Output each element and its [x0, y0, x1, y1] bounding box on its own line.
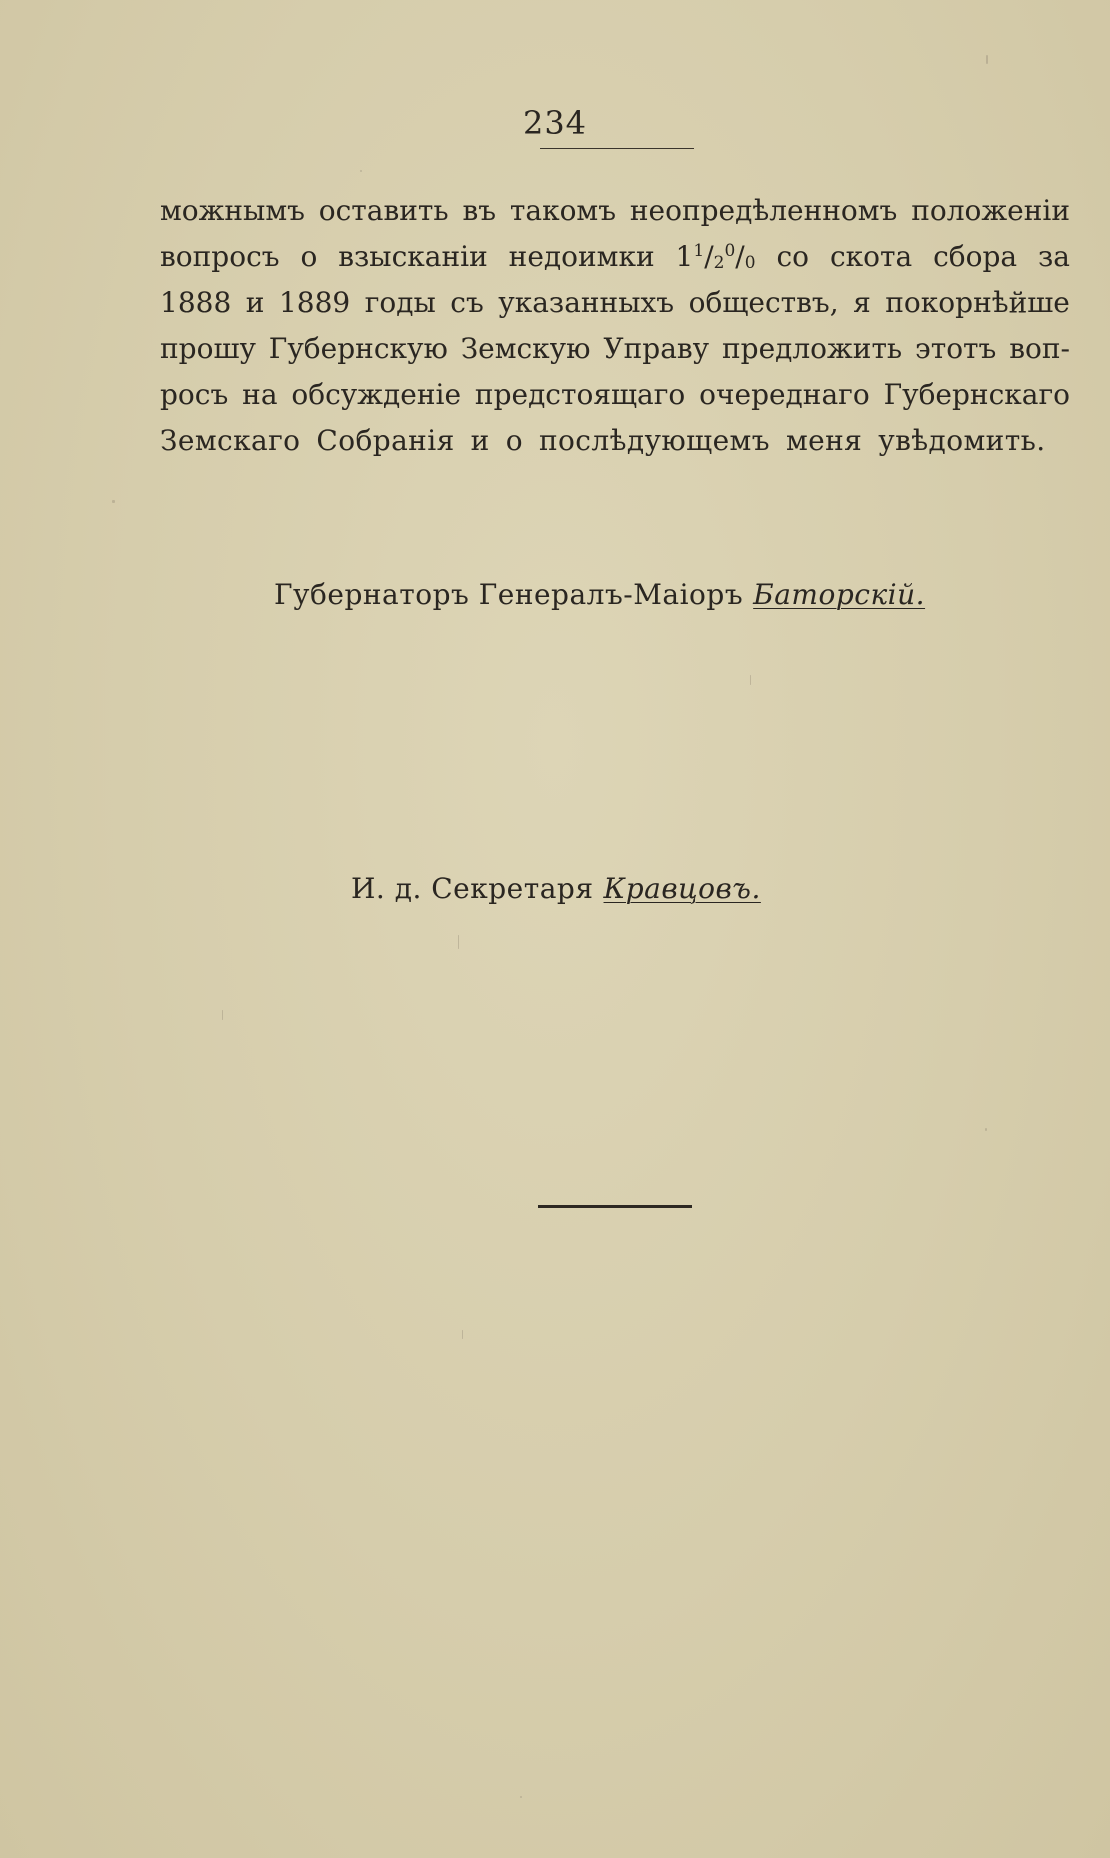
word: можнымъ	[160, 194, 305, 227]
paper-speck	[985, 1128, 987, 1131]
word: воп-	[1009, 332, 1070, 365]
paper-speck	[462, 1330, 463, 1339]
word: предстоящаго	[474, 378, 686, 411]
word: о	[505, 424, 523, 457]
word: оставить	[318, 194, 449, 227]
word: 1888	[160, 286, 232, 319]
paper-speck	[986, 55, 988, 64]
word: вопросъ	[160, 240, 280, 273]
page-number: 234	[522, 104, 588, 142]
word: Губернскаго	[883, 378, 1070, 411]
word: положеніи	[911, 194, 1070, 227]
word: неопредѣленномъ	[629, 194, 898, 227]
word: въ	[462, 194, 497, 227]
word: и	[470, 424, 490, 457]
page-number-rule	[540, 148, 694, 149]
text-line	[160, 326, 1070, 372]
paper-speck	[222, 1010, 223, 1020]
paper-speck	[360, 170, 362, 172]
word: недоимки	[508, 240, 655, 273]
word: на	[242, 378, 278, 411]
text-line	[160, 188, 1070, 234]
text-line	[160, 280, 1070, 326]
paper-speck	[458, 935, 459, 949]
word: Земскаго	[160, 424, 301, 457]
word: этотъ	[915, 332, 997, 365]
word: послѣдующемъ	[538, 424, 770, 457]
word: обществъ,	[688, 286, 839, 319]
governor-name: Баторскій.	[753, 578, 926, 611]
paper-speck	[112, 500, 115, 503]
fraction-percent: $1^1/_2^0/_0$	[675, 240, 756, 273]
word: Губернскую	[268, 332, 448, 365]
word: обсужденіе	[291, 378, 462, 411]
word: покорнѣйше	[885, 286, 1070, 319]
word: и	[245, 286, 265, 319]
word: я	[853, 286, 871, 319]
secretary-name: Кравцовъ.	[603, 872, 761, 905]
word: прошу	[160, 332, 256, 365]
end-rule	[538, 1205, 692, 1208]
word: Управу	[603, 332, 710, 365]
word: очереднаго	[699, 378, 870, 411]
word: съ	[450, 286, 484, 319]
word: 1889	[278, 286, 351, 319]
paper-speck	[520, 1796, 522, 1798]
secretary-signature	[351, 872, 761, 905]
body-paragraph	[160, 188, 1070, 464]
word: за	[1038, 240, 1070, 273]
governor-signature	[274, 578, 925, 611]
secretary-title: И. д. Секретаря	[351, 872, 594, 905]
word: сбора	[933, 240, 1018, 273]
word: Собранія	[316, 424, 455, 457]
text-line	[160, 234, 1070, 280]
word: такомъ	[509, 194, 617, 227]
text-line	[160, 372, 1070, 418]
word: росъ	[160, 378, 229, 411]
word: со	[776, 240, 810, 273]
word: увѣдомить.	[878, 424, 1046, 457]
paper-speck	[750, 675, 751, 685]
governor-title: Губернаторъ Генералъ-Маіоръ	[274, 578, 744, 611]
word: предложить	[721, 332, 903, 365]
word: указанныхъ	[498, 286, 675, 319]
word: Земскую	[460, 332, 591, 365]
word: о	[300, 240, 318, 273]
text-line	[160, 418, 1070, 464]
word: взысканіи	[338, 240, 488, 273]
word: годы	[364, 286, 436, 319]
word: меня	[785, 424, 863, 457]
word: скота	[829, 240, 913, 273]
